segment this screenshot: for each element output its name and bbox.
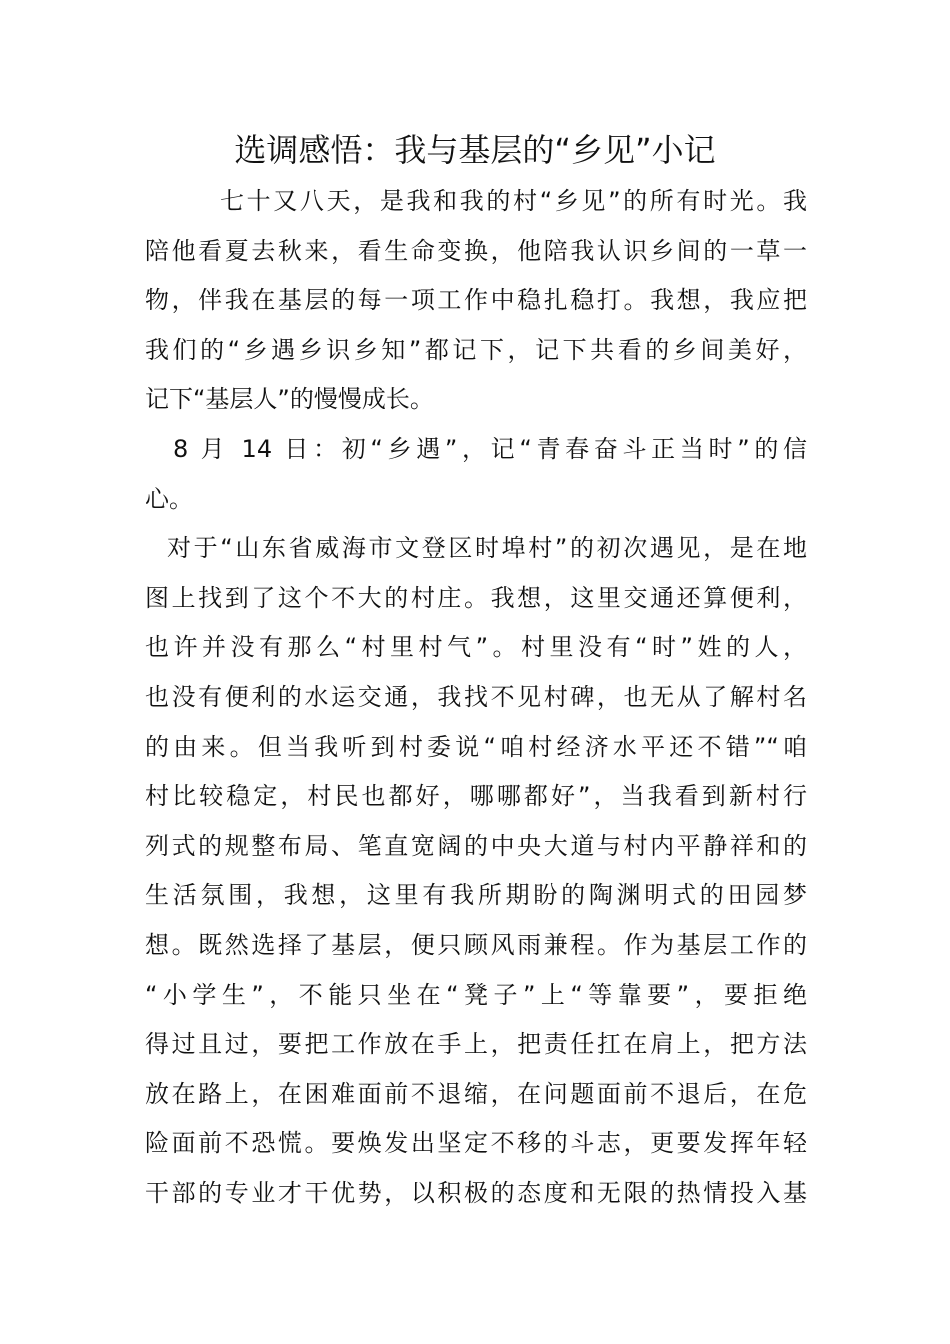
paragraph-3-line-7: 列式的规整布局、笔直宽阔的中央大道与村内平静祥和的 (145, 831, 807, 860)
paragraph-3-line-2: 图上找到了这个不大的村庄。我想，这里交通还算便利， (145, 583, 807, 612)
paragraph-1-line-5: 记下“基层人”的慢慢成长。 (145, 385, 434, 414)
paragraph-3-line-9: 想。既然选择了基层，便只顾风雨兼程。作为基层工作的 (145, 930, 807, 959)
paragraph-3-line-5: 的由来。但当我听到村委说“咱村经济水平还不错”“咱 (145, 732, 807, 761)
paragraph-1-line-4: 我们的“乡遇乡识乡知”都记下，记下共看的乡间美好， (145, 335, 807, 364)
paragraph-1-line-2: 陪他看夏去秋来，看生命变换，他陪我认识乡间的一草一 (145, 236, 807, 265)
paragraph-1-line-3: 物，伴我在基层的每一项工作中稳扎稳打。我想，我应把 (145, 286, 807, 315)
paragraph-3-line-4: 也没有便利的水运交通，我找不见村碑，也无从了解村名 (145, 682, 807, 711)
paragraph-3-line-10: “小学生”，不能只坐在“凳子”上“等靠要”，要拒绝 (145, 980, 807, 1009)
paragraph-3-line-8: 生活氛围，我想，这里有我所期盼的陶渊明式的田园梦 (145, 881, 807, 910)
paragraph-2-line-1: 8 月 14 日：初“乡遇”，记“青春奋斗正当时”的信 (173, 434, 807, 463)
paragraph-3-line-1: 对于“山东省威海市文登区时埠村”的初次遇见，是在地 (167, 534, 807, 563)
paragraph-1-line-1: 七十又八天，是我和我的村“乡见”的所有时光。我 (220, 187, 807, 215)
paragraph-3-line-6: 村比较稳定，村民也都好，哪哪都好”，当我看到新村行 (145, 782, 807, 811)
paragraph-2-line-2: 心。 (145, 484, 193, 513)
document-body (145, 177, 807, 1218)
paragraph-3-line-13: 险面前不恐慌。要焕发出坚定不移的斗志，更要发挥年轻 (145, 1129, 807, 1158)
document-title: 选调感悟：我与基层的“乡见”小记 (234, 131, 716, 169)
paragraph-3-line-3: 也许并没有那么“村里村气”。村里没有“时”姓的人， (145, 633, 807, 662)
paragraph-3-line-11: 得过且过，要把工作放在手上，把责任扛在肩上，把方法 (145, 1030, 807, 1059)
paragraph-3-line-14: 干部的专业才干优势，以积极的态度和无限的热情投入基 (145, 1178, 807, 1207)
paragraph-3-line-12: 放在路上，在困难面前不退缩，在问题面前不退后，在危 (145, 1079, 807, 1108)
